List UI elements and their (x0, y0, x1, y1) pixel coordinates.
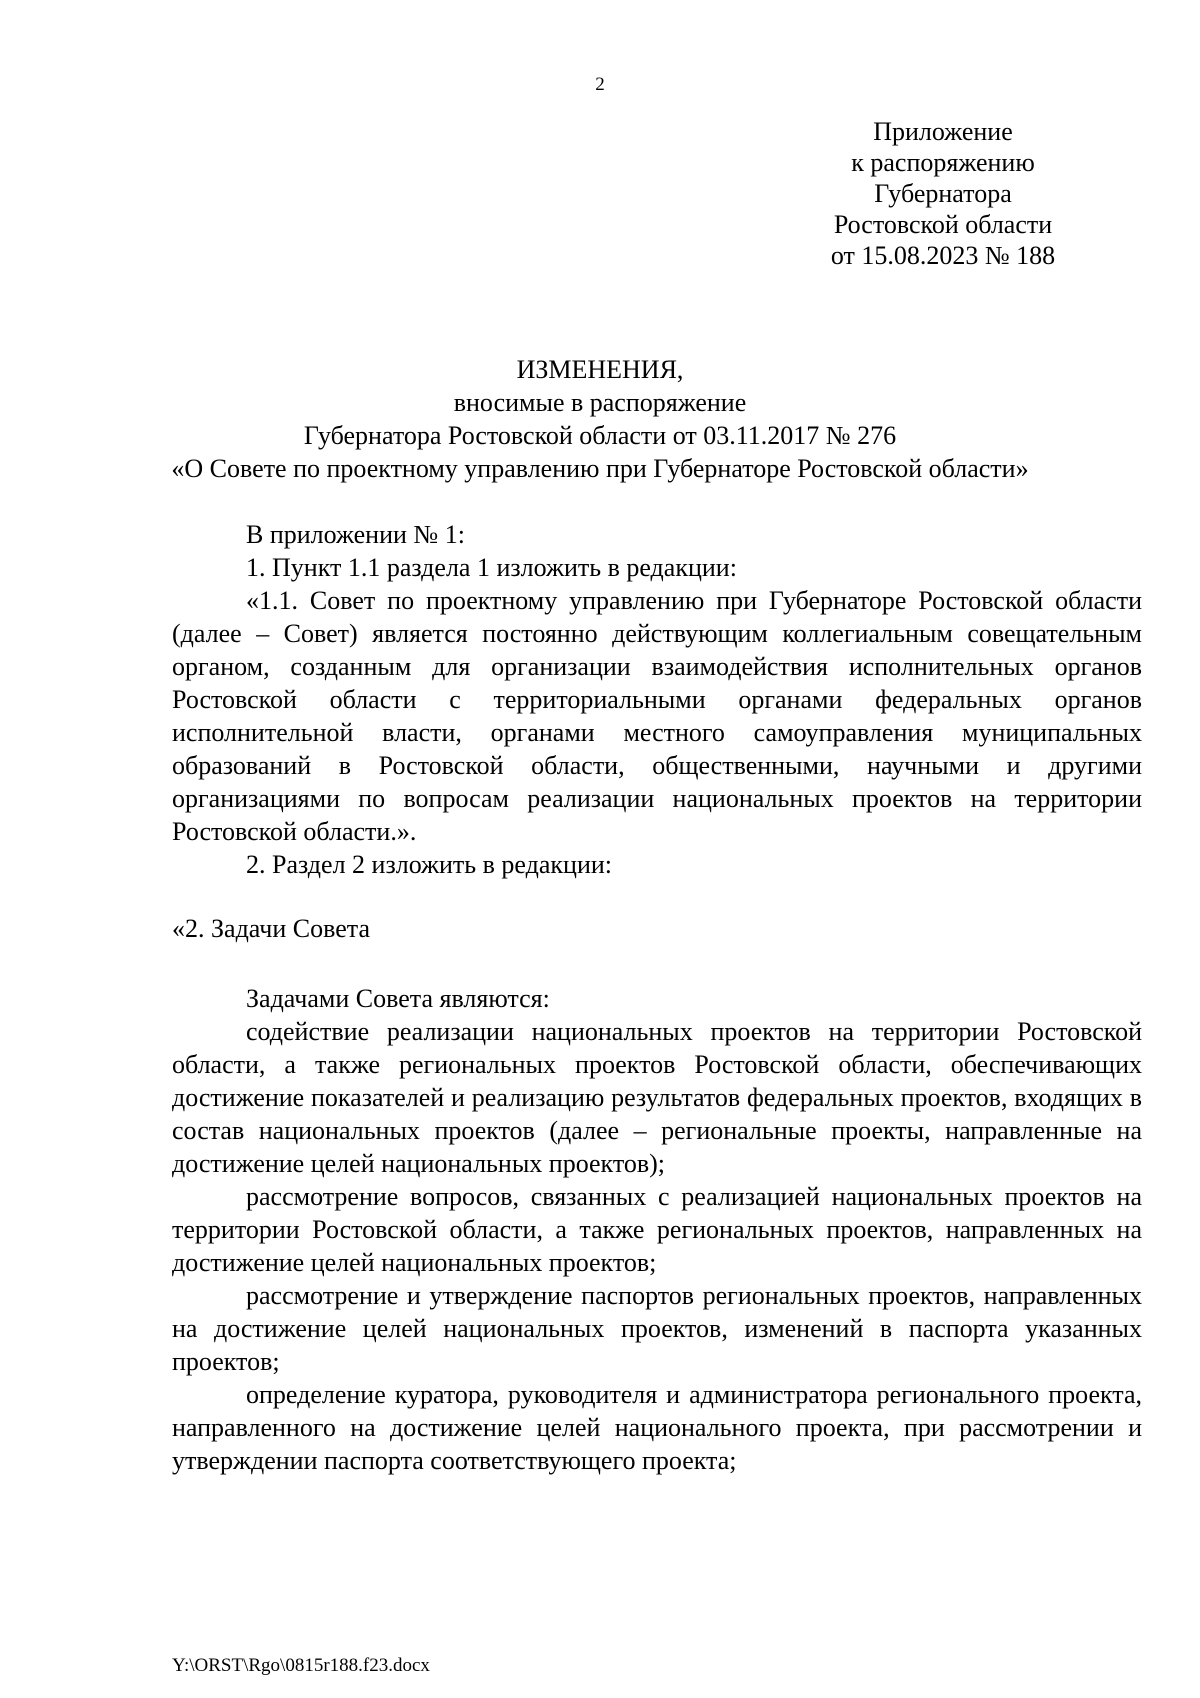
section-heading: «2. Задачи Совета (172, 914, 371, 943)
paragraph: определение куратора, руководителя и администратора регионального проекта, направленного на достижение целей национального проекта, при рассмотрении и утверждении паспорта соответствующего проекта; (172, 1380, 1142, 1475)
appendix-line: Губернатора (874, 179, 1012, 208)
footer-file-path: Y:\ORST\Rgo\0815r188.f23.docx (172, 1655, 430, 1676)
appendix-line: Приложение (873, 117, 1013, 146)
appendix-line: Ростовской области (833, 210, 1053, 239)
paragraph: рассмотрение вопросов, связанных с реализацией национальных проектов на территории Ростовской области, а также региональных проектов, направленных на достижение целей национальных проектов; (172, 1182, 1142, 1277)
appendix-line: к распоряжению (851, 148, 1035, 177)
paragraph: 1. Пункт 1.1 раздела 1 изложить в редакции: (246, 553, 737, 582)
document-body (172, 518, 1142, 1477)
paragraph: 2. Раздел 2 изложить в редакции: (246, 850, 612, 879)
paragraph: содействие реализации национальных проектов на территории Ростовской области, а также региональных проектов Ростовской области, обеспечивающих достижение показателей и реализацию результатов федеральных проектов, входящих в состав национальных проектов (далее – региональные проекты, направленные на достижение целей национальных проектов); (172, 1017, 1142, 1178)
document-title (0, 353, 1200, 485)
page-number: 2 (595, 74, 605, 95)
appendix-line: от 15.08.2023 № 188 (830, 241, 1056, 270)
paragraph: В приложении № 1: (246, 520, 465, 549)
paragraph: «1.1. Совет по проектному управлению при Губернаторе Ростовской области (далее – Совет) является постоянно действующим коллегиальным совещательным органом, созданным для организации взаимодействия исполнительных органов Ростовской области с территориальными органами федеральных органов исполнительной власти, органами местного самоуправления муниципальных образований в Ростовской области, общественными, научными и другими организациями по вопросам реализации национальных проектов на территории Ростовской области.». (172, 586, 1142, 846)
title-line: «О Совете по проектному управлению при Губернаторе Ростовской области» (171, 454, 1029, 483)
paragraph: Задачами Совета являются: (246, 984, 550, 1013)
appendix-header (818, 116, 1068, 271)
paragraph: рассмотрение и утверждение паспортов региональных проектов, направленных на достижение целей национальных проектов, изменений в паспорта указанных проектов; (172, 1281, 1142, 1376)
title-heading: ИЗМЕНЕНИЯ, (516, 355, 684, 384)
title-line: Губернатора Ростовской области от 03.11.2017 № 276 (303, 421, 897, 450)
title-line: вносимые в распоряжение (453, 388, 747, 417)
